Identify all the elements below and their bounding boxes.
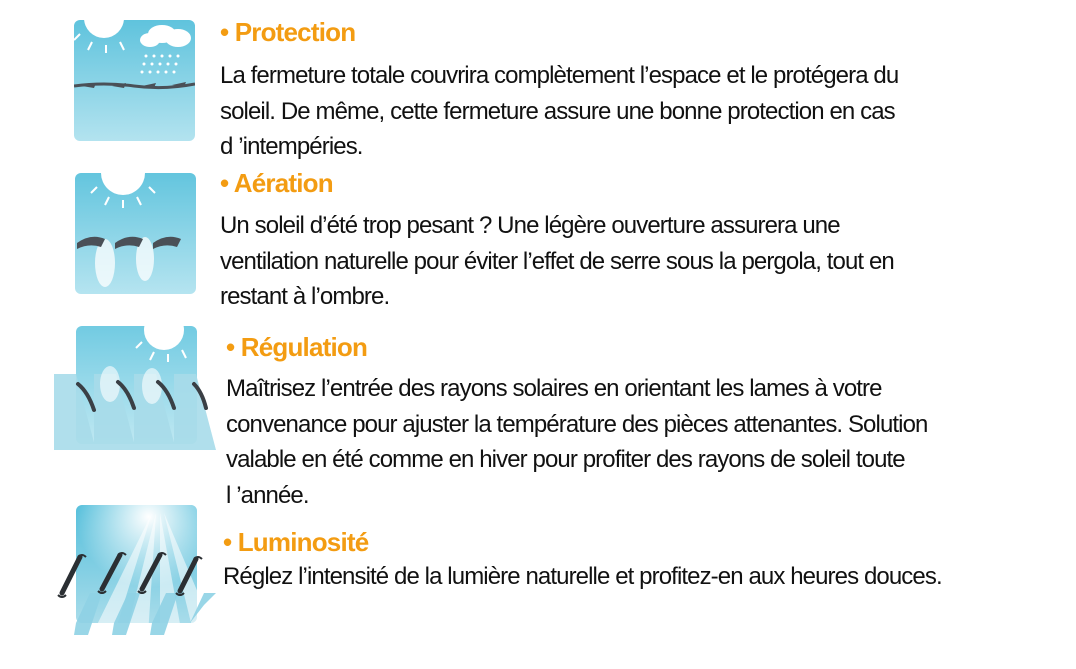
section-text-aeration — [220, 208, 894, 315]
sun-cloud-rain-closed-louvers-icon — [74, 20, 195, 141]
text-line: l ’année. — [226, 481, 309, 509]
text-line: d ’intempéries. — [220, 133, 363, 160]
section-heading-regulation: • Régulation — [226, 332, 368, 362]
section-heading-protection: • Protection — [220, 17, 356, 47]
text-line: restant à l’ombre. — [220, 283, 390, 310]
sun-open-louvers-light-icon — [56, 505, 218, 635]
section-text-luminosite — [223, 559, 942, 595]
text-line: Un soleil d’été trop pesant ? Une légère ouverture assurera une — [220, 212, 840, 239]
section-heading-aeration: • Aération — [220, 168, 333, 198]
text-line: convenance pour ajuster la température des pièces attenantes. Solution — [226, 410, 928, 438]
text-line: Réglez l’intensité de la lumière naturelle et profitez-en aux heures douces. — [223, 563, 942, 590]
section-heading-luminosite: • Luminosité — [223, 527, 369, 557]
section-text-regulation — [226, 371, 928, 513]
sun-tilted-louvers-icon — [54, 326, 216, 450]
section-text-protection — [220, 58, 898, 165]
text-line: La fermeture totale couvrira complètement l’espace et le protégera du — [220, 62, 899, 89]
text-line: Maîtrisez l’entrée des rayons solaires en orientant les lames à votre — [226, 375, 882, 402]
sun-ventilation-louvers-icon — [75, 173, 196, 294]
text-line: valable en été comme en hiver pour profiter des rayons de soleil toute — [226, 446, 905, 473]
text-line: ventilation naturelle pour éviter l’effet de serre sous la pergola, tout en — [220, 247, 894, 275]
text-line: soleil. De même, cette fermeture assure une bonne protection en cas — [220, 97, 895, 125]
